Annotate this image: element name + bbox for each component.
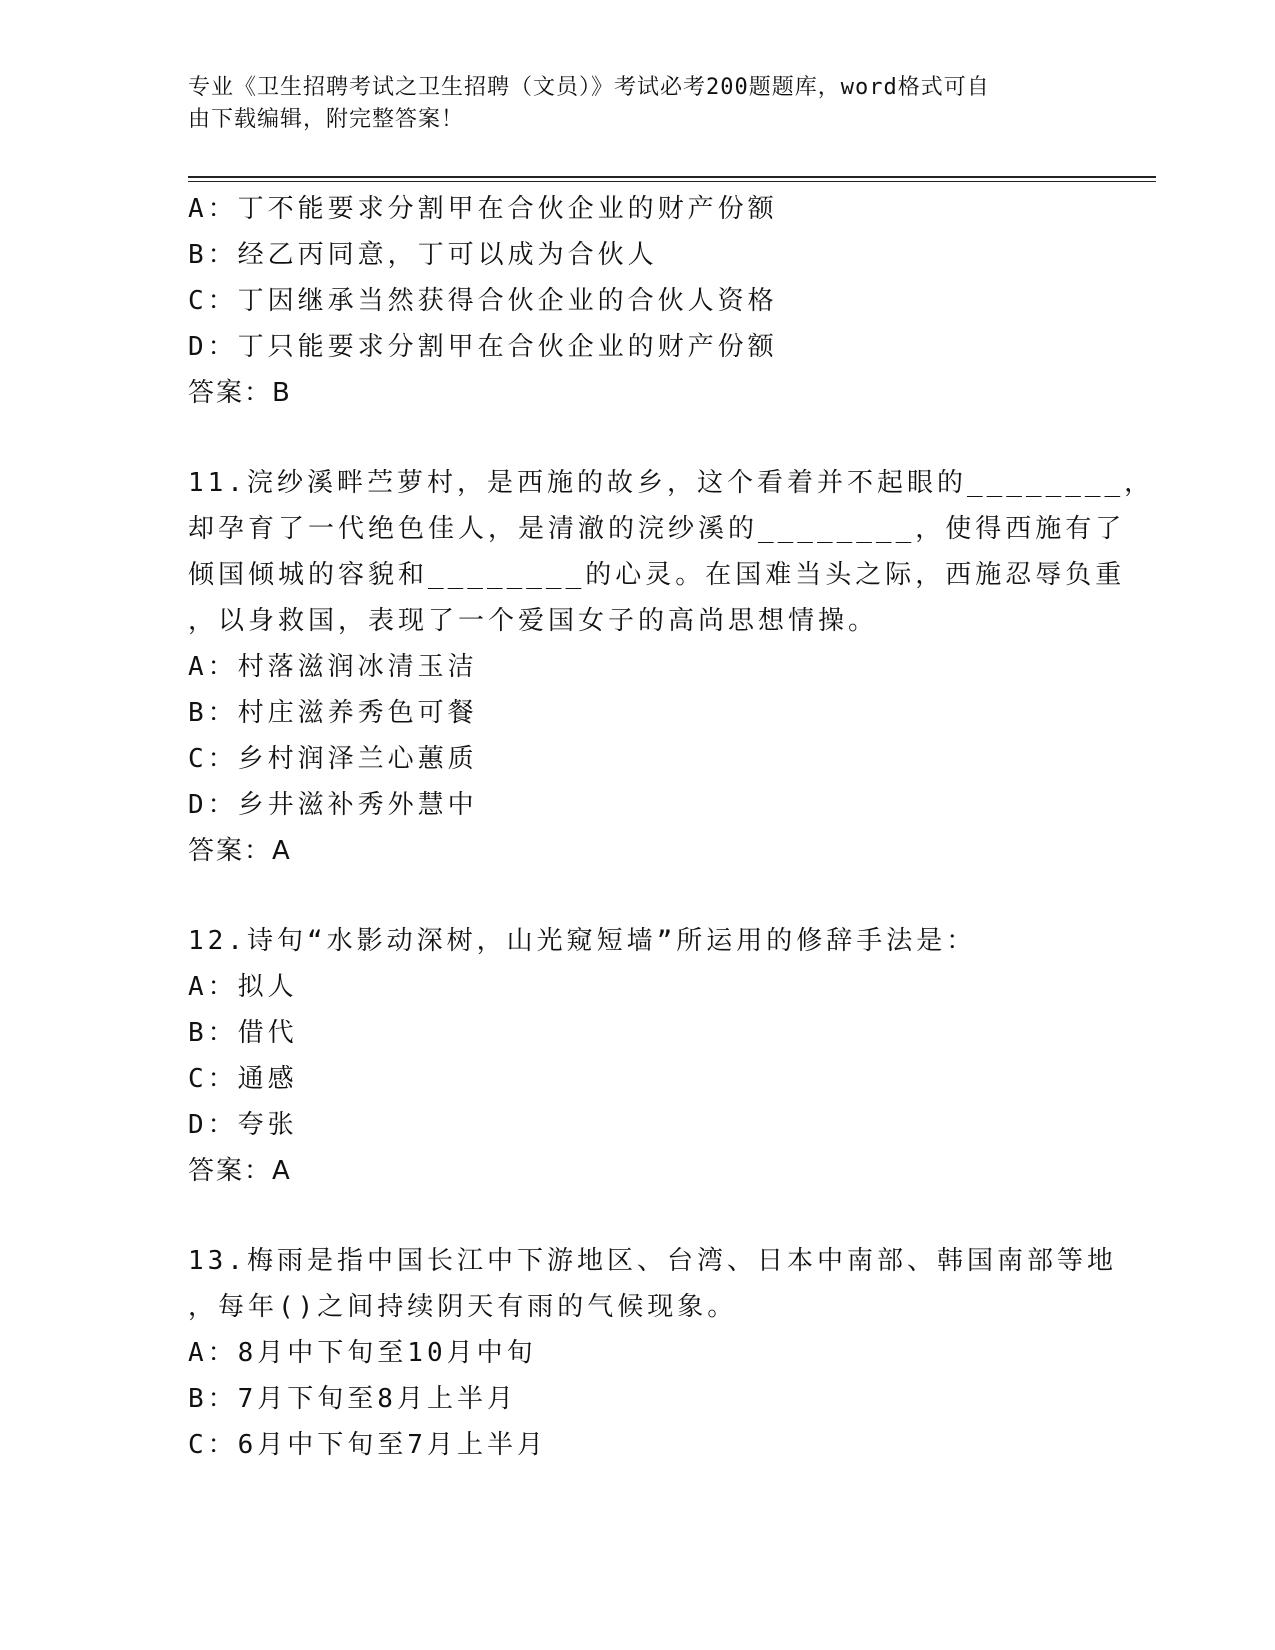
option-c: C：通感 — [188, 1064, 298, 1094]
answer-line: 答案：B — [188, 378, 292, 408]
question-text-line: 11.浣纱溪畔苎萝村，是西施的故乡，这个看着并不起眼的________， — [188, 468, 1155, 498]
question-text-line: 倾国倾城的容貌和________的心灵。在国难当头之际，西施忍辱负重 — [188, 560, 1126, 590]
option-a: A：拟人 — [188, 972, 298, 1002]
question-spacer — [188, 416, 1088, 460]
option-a: A：丁不能要求分割甲在合伙企业的财产份额 — [188, 194, 778, 224]
option-d: D：夸张 — [188, 1110, 298, 1140]
option-c: C：6月中下旬至7月上半月 — [188, 1430, 547, 1460]
question-11 — [188, 460, 1155, 874]
option-b: B：7月下旬至8月上半月 — [188, 1384, 517, 1414]
option-a: A：8月中下旬至10月中旬 — [188, 1338, 537, 1368]
question-text-line: 却孕育了一代绝色佳人，是清澈的浣纱溪的________，使得西施有了 — [188, 514, 1126, 544]
document-header — [188, 72, 1088, 136]
question-13 — [188, 1238, 1117, 1468]
option-a: A：村落滋润冰清玉洁 — [188, 652, 478, 682]
question-spacer — [188, 1194, 1088, 1238]
header-divider-thick — [188, 176, 1156, 178]
option-d: D：乡井滋补秀外慧中 — [188, 790, 478, 820]
question-text-line: ，每年()之间持续阴天有雨的气候现象。 — [188, 1292, 738, 1322]
header-line-1: 专业《卫生招聘考试之卫生招聘（文员）》考试必考200题题库，word格式可自 — [188, 75, 990, 100]
question-spacer — [188, 874, 1088, 918]
question-10-tail — [188, 186, 1088, 416]
question-text-line: ，以身救国，表现了一个爱国女子的高尚思想情操。 — [188, 606, 879, 636]
option-c: C：丁因继承当然获得合伙企业的合伙人资格 — [188, 286, 778, 316]
question-12 — [188, 918, 1088, 1194]
option-c: C：乡村润泽兰心蕙质 — [188, 744, 478, 774]
option-d: D：丁只能要求分割甲在合伙企业的财产份额 — [188, 332, 778, 362]
question-text-line: 12.诗句“水影动深树，山光窥短墙”所运用的修辞手法是： — [188, 926, 977, 956]
header-divider-thin — [188, 181, 1156, 182]
option-b: B：村庄滋养秀色可餐 — [188, 698, 478, 728]
option-b: B：借代 — [188, 1018, 298, 1048]
question-text-line: 13.梅雨是指中国长江中下游地区、台湾、日本中南部、韩国南部等地 — [188, 1246, 1117, 1276]
header-line-2: 由下载编辑，附完整答案！ — [188, 107, 465, 132]
answer-line: 答案：A — [188, 1156, 292, 1186]
option-b: B：经乙丙同意，丁可以成为合伙人 — [188, 240, 658, 270]
answer-line: 答案：A — [188, 836, 292, 866]
question-list — [188, 186, 1155, 1468]
